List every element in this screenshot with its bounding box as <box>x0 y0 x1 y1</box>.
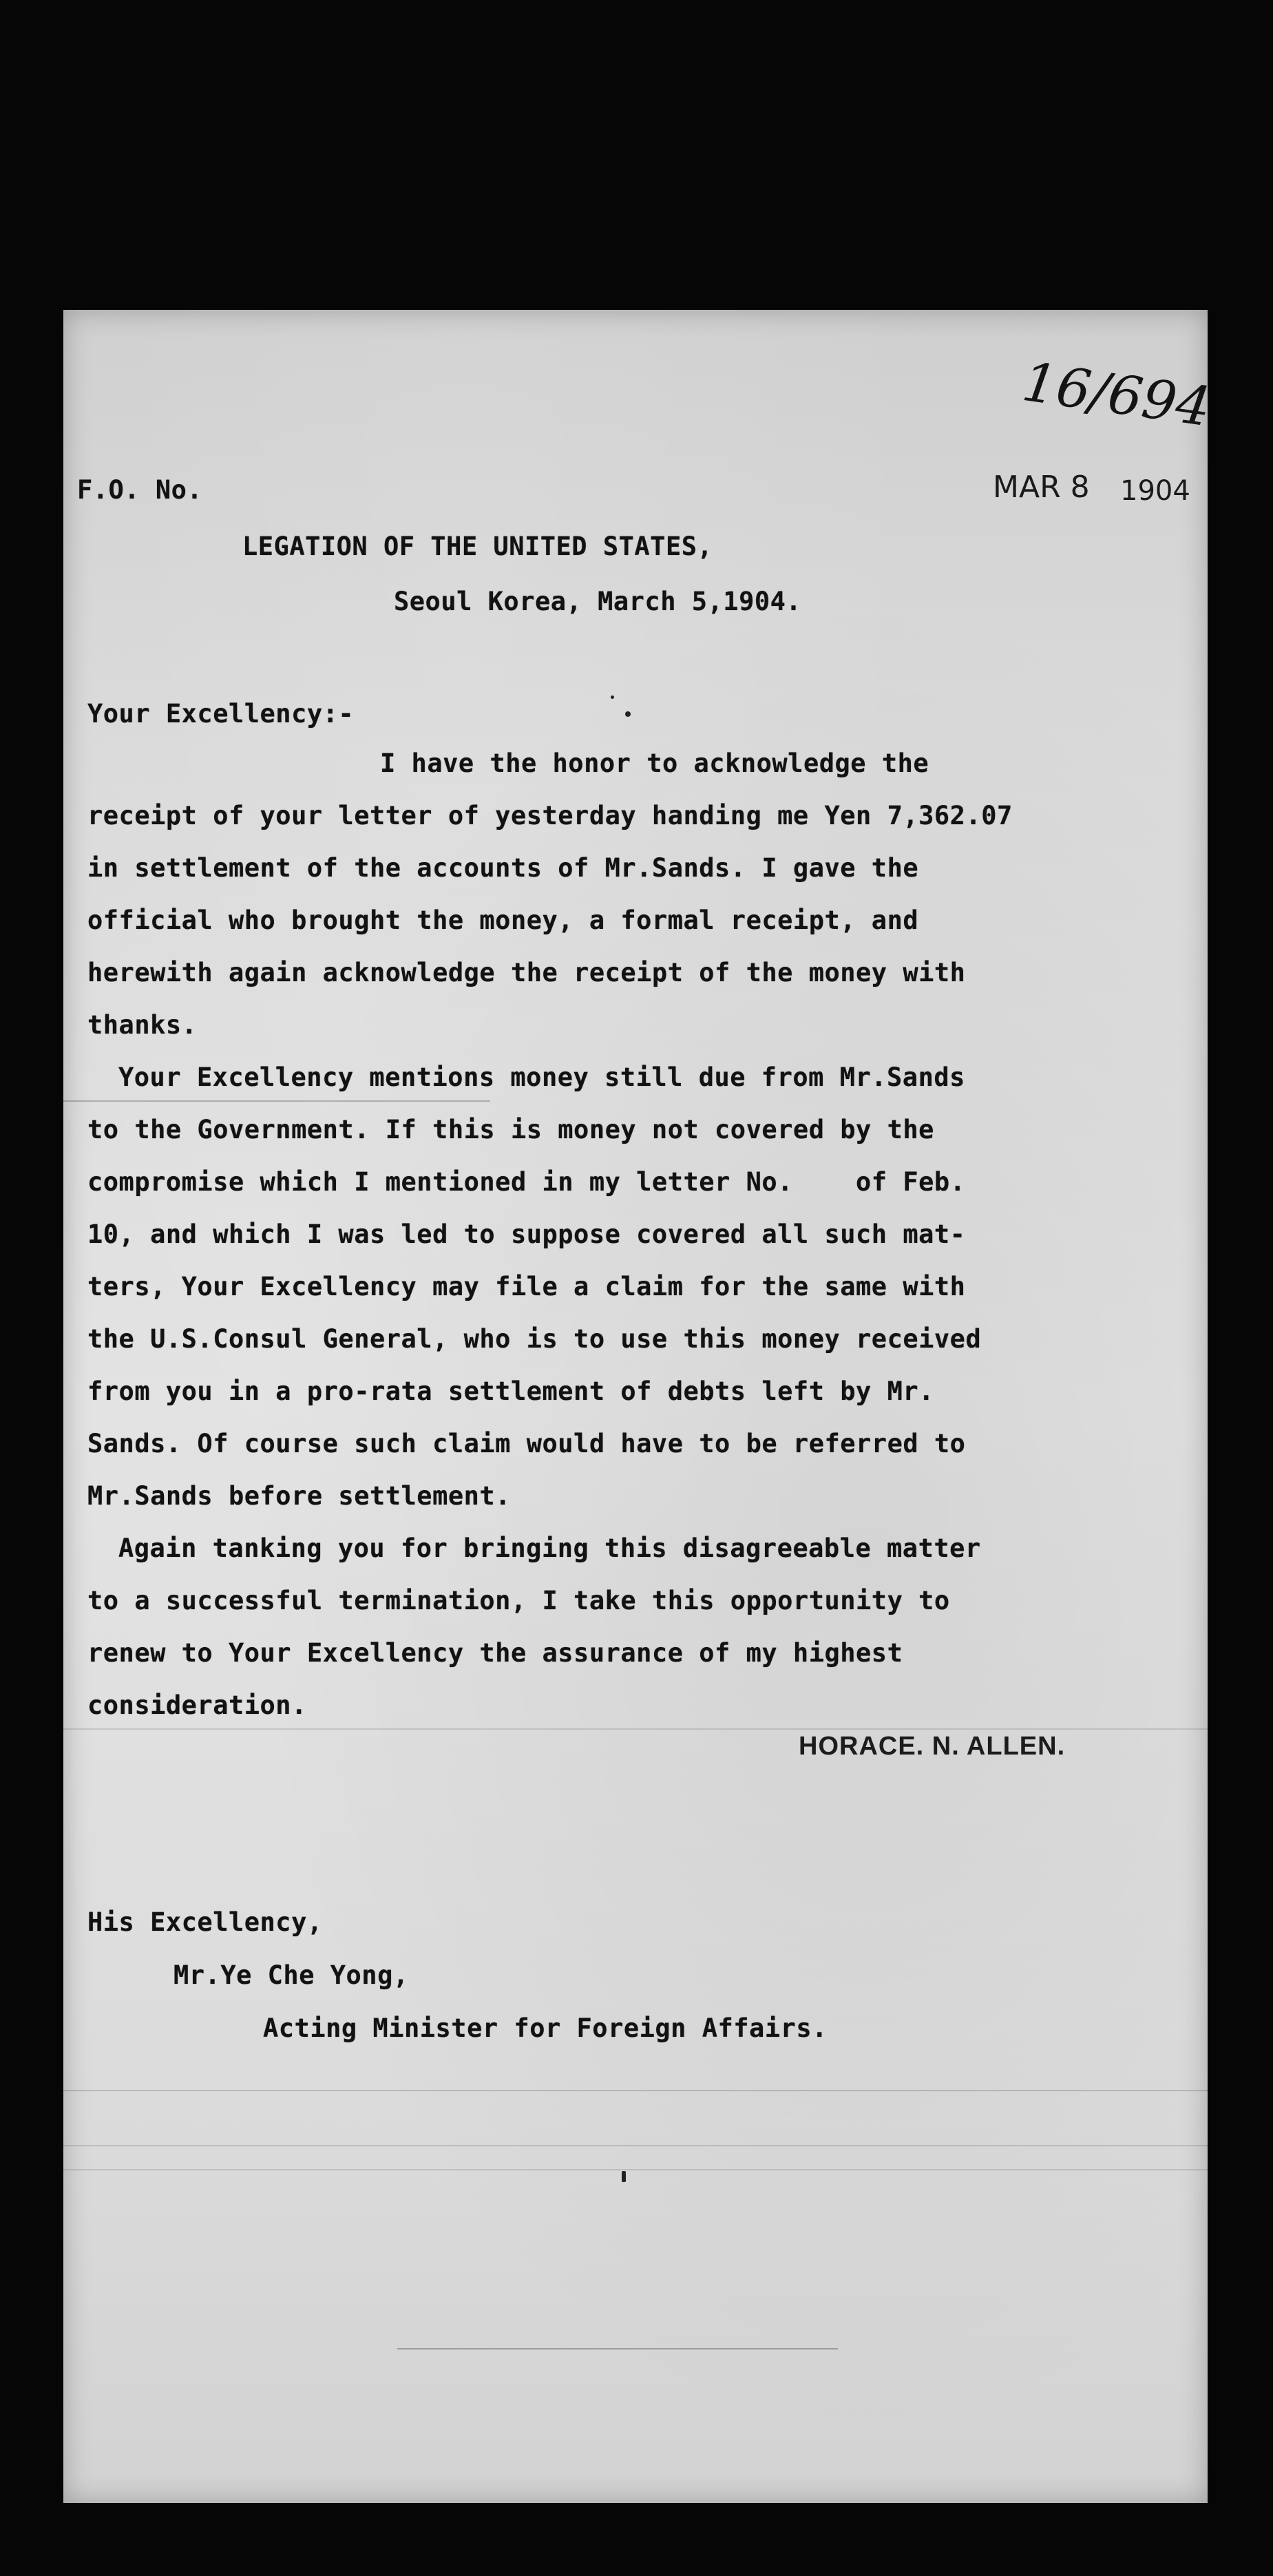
scan-line <box>63 1100 490 1102</box>
place-and-date: Seoul Korea, March 5,1904. <box>394 587 802 616</box>
body-line: Again tanking you for bringing this disagreeable matter <box>118 1533 981 1563</box>
body-line: ters, Your Excellency may file a claim for the same with <box>87 1272 966 1301</box>
scan-line <box>397 2348 838 2349</box>
body-line: receipt of your letter of yesterday handing me Yen 7,362.07 <box>87 801 1013 830</box>
letter-page <box>63 310 1214 2503</box>
scan-line <box>63 2145 1208 2146</box>
scan-line <box>63 2090 1208 2091</box>
addressee-name: Mr.Ye Che Yong, <box>173 1960 409 1990</box>
body-line: consideration. <box>87 1690 307 1720</box>
body-line: in settlement of the accounts of Mr.Sands. I gave the <box>87 853 919 883</box>
ink-speck <box>611 695 614 699</box>
scan-line <box>63 1728 1208 1730</box>
body-line: 10, and which I was led to suppose covered all such mat- <box>87 1219 966 1249</box>
body-line: I have the honor to acknowledge the <box>380 748 929 778</box>
scan-line <box>63 2169 1208 2170</box>
fo-number-label: F.O. No. <box>77 475 203 505</box>
body-line: Sands. Of course such claim would have to be referred to <box>87 1429 966 1458</box>
body-line: compromise which I mentioned in my letter No. of Feb. <box>87 1167 966 1197</box>
body-line: Mr.Sands before settlement. <box>87 1481 511 1511</box>
body-line: renew to Your Excellency the assurance of my highest <box>87 1638 903 1668</box>
addressee-position: Acting Minister for Foreign Affairs. <box>263 2013 828 2043</box>
body-line: herewith again acknowledge the receipt of the money with <box>87 958 966 987</box>
received-stamp-year: 1904 <box>1120 475 1190 507</box>
salutation: Your Excellency:- <box>87 699 355 729</box>
body-line: to the Government. If this is money not covered by the <box>87 1115 934 1144</box>
body-line: from you in a pro-rata settlement of debts left by Mr. <box>87 1376 934 1406</box>
body-line: to a successful termination, I take this opportunity to <box>87 1586 950 1615</box>
body-line: thanks. <box>87 1010 198 1040</box>
addressee-title: His Excellency, <box>87 1907 323 1937</box>
ink-speck <box>625 711 631 717</box>
signature: HORACE. N. ALLEN. <box>799 1732 1066 1761</box>
ink-speck <box>622 2171 626 2182</box>
body-line: the U.S.Consul General, who is to use this money received <box>87 1324 982 1354</box>
body-line: official who brought the money, a formal receipt, and <box>87 905 919 935</box>
letterhead: LEGATION OF THE UNITED STATES, <box>242 532 713 561</box>
body-line: Your Excellency mentions money still due from Mr.Sands <box>118 1062 965 1092</box>
received-stamp-date: MAR 8 <box>993 470 1090 505</box>
file-number-handwritten: 16/694 <box>1018 351 1214 439</box>
